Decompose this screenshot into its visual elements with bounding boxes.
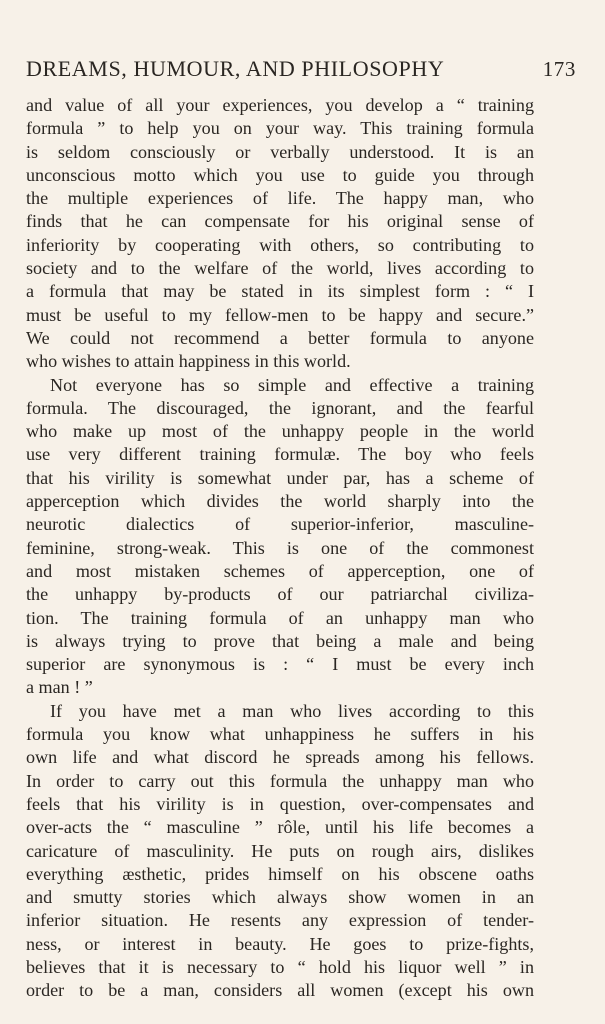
text-line: tion. The training formula of an unhappy man who <box>26 607 534 628</box>
text-line: inferior situation. He resents any expression of tender- <box>26 910 534 931</box>
text-line: caricature of masculinity. He puts on rough airs, dislikes <box>26 840 534 861</box>
text-line: a man ! ” <box>26 677 93 698</box>
text-line: neurotic dialectics of superior-inferior, masculine- <box>26 514 534 535</box>
text-line: formula. The discouraged, the ignorant, and the fearful <box>26 397 534 418</box>
text-line: superior are synonymous is : “ I must be every inch <box>26 654 534 675</box>
text-line: over-acts the “ masculine ” rôle, until his life becomes a <box>26 817 534 838</box>
text-line: the multiple experiences of life. The happy man, who <box>26 188 534 209</box>
text-line: believes that it is necessary to “ hold his liquor well ” in <box>26 956 534 977</box>
text-line: formula you know what unhappiness he suffers in his <box>26 724 534 745</box>
text-line: use very different training formulæ. The boy who feels <box>26 444 534 465</box>
text-line: feels that his virility is in question, over-compensates and <box>26 793 534 814</box>
text-line: who make up most of the unhappy people in the world <box>26 421 534 442</box>
text-line: and most mistaken schemes of apperception, one of <box>26 560 534 581</box>
text-line: order to be a man, considers all women (except his own <box>26 980 534 1001</box>
text-line: a formula that may be stated in its simplest form : “ I <box>26 281 534 302</box>
text-line: is always trying to prove that being a male and being <box>26 630 534 651</box>
text-line: finds that he can compensate for his original sense of <box>26 211 534 232</box>
text-line: is seldom consciously or verbally understood. It is an <box>26 141 534 162</box>
running-title: DREAMS, HUMOUR, AND PHILOSOPHY <box>26 56 445 81</box>
body-text <box>26 94 534 1003</box>
text-line: apperception which divides the world sharply into the <box>26 491 534 512</box>
text-line: In order to carry out this formula the unhappy man who <box>26 770 534 791</box>
text-line: inferiority by cooperating with others, so contributing to <box>26 234 534 255</box>
text-line: feminine, strong-weak. This is one of the commonest <box>26 537 534 558</box>
text-line: own life and what discord he spreads among his fellows. <box>26 747 534 768</box>
text-line: and value of all your experiences, you develop a “ training <box>26 95 534 115</box>
text-line: everything æsthetic, prides himself on his obscene oaths <box>26 863 534 884</box>
text-line: society and to the welfare of the world, lives according to <box>26 258 534 279</box>
text-line: who wishes to attain happiness in this world. <box>26 351 351 372</box>
text-line: If you have met a man who lives according to this <box>50 700 534 721</box>
text-line: ness, or interest in beauty. He goes to prize-fights, <box>26 933 534 954</box>
text-line: that his virility is somewhat under par, has a scheme of <box>26 467 534 488</box>
running-head <box>26 56 579 90</box>
text-line: We could not recommend a better formula to anyone <box>26 327 534 348</box>
page-number: 173 <box>542 57 576 81</box>
text-line: the unhappy by-products of our patriarchal civiliza- <box>26 584 534 605</box>
text-line: formula ” to help you on your way. This training formula <box>26 118 534 139</box>
text-line: must be useful to my fellow-men to be happy and secure.” <box>26 304 534 325</box>
text-line: Not everyone has so simple and effective a training <box>50 374 534 395</box>
text-line: unconscious motto which you use to guide you through <box>26 164 534 185</box>
text-line: and smutty stories which always show women in an <box>26 887 534 908</box>
